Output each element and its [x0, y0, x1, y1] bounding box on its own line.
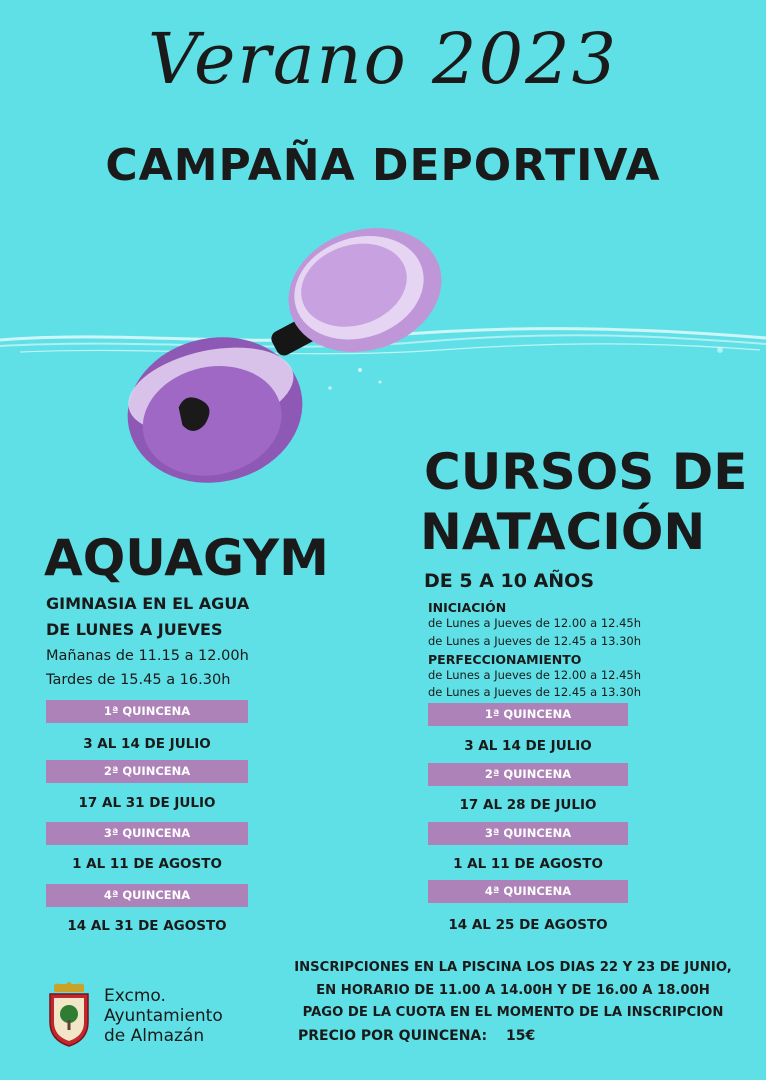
aquagym-period-2-bar: 2ª QUINCENA [46, 760, 248, 783]
natacion-period-1-dates: 3 AL 14 DE JULIO [464, 738, 592, 754]
natacion-period-3-dates: 1 AL 11 DE AGOSTO [453, 856, 603, 872]
natacion-period-4-bar: 4ª QUINCENA [428, 880, 628, 903]
price-row [298, 1028, 535, 1044]
aquagym-heading: AQUAGYM [44, 529, 329, 587]
inscription-info-line-1: INSCRIPCIONES EN LA PISCINA LOS DIAS 22 Y 23 DE JUNIO, [294, 960, 732, 975]
perfeccionamiento-slot-1: de Lunes a Jueves de 12.00 a 12.45h [428, 668, 642, 682]
natacion-period-2-dates: 17 AL 28 DE JULIO [459, 797, 597, 813]
natacion-heading-line1: CURSOS DE [424, 443, 748, 501]
aquagym-period-3-bar: 3ª QUINCENA [46, 822, 248, 845]
natacion-period-4-dates: 14 AL 25 DE AGOSTO [448, 917, 608, 933]
price-label: PRECIO POR QUINCENA: [298, 1028, 488, 1044]
ayuntamiento-name [104, 986, 223, 1046]
price-value: 15€ [506, 1028, 536, 1044]
perfeccionamiento-slot-2: de Lunes a Jueves de 12.45 a 13.30h [428, 685, 642, 699]
aquagym-period-4-bar: 4ª QUINCENA [46, 884, 248, 907]
aquagym-period-1-dates: 3 AL 14 DE JULIO [83, 736, 211, 752]
town-crest-icon [44, 982, 94, 1048]
poster-subtitle: CAMPAÑA DEPORTIVA [105, 140, 661, 191]
natacion-ages: DE 5 A 10 AÑOS [424, 570, 595, 592]
natacion-period-2-bar: 2ª QUINCENA [428, 763, 628, 786]
aquagym-period-4-dates: 14 AL 31 DE AGOSTO [67, 918, 227, 934]
natacion-period-3-bar: 3ª QUINCENA [428, 822, 628, 845]
perfeccionamiento-label: PERFECCIONAMIENTO [428, 652, 582, 667]
aquagym-subtitle: GIMNASIA EN EL AGUA [46, 594, 250, 613]
iniciacion-slot-1: de Lunes a Jueves de 12.00 a 12.45h [428, 616, 642, 630]
org-line-2: Ayuntamiento [104, 1006, 223, 1026]
poster-title: Verano 2023 [147, 18, 619, 100]
natacion-period-1-bar: 1ª QUINCENA [428, 703, 628, 726]
aquagym-afternoon-schedule: Tardes de 15.45 a 16.30h [46, 672, 231, 688]
inscription-info-line-2: EN HORARIO DE 11.00 A 14.00H Y DE 16.00 A 18.00H [316, 983, 710, 998]
aquagym-days: DE LUNES A JUEVES [46, 620, 223, 639]
iniciacion-slot-2: de Lunes a Jueves de 12.45 a 13.30h [428, 634, 642, 648]
aquagym-morning-schedule: Mañanas de 11.15 a 12.00h [46, 648, 249, 664]
aquagym-period-1-bar: 1ª QUINCENA [46, 700, 248, 723]
aquagym-period-3-dates: 1 AL 11 DE AGOSTO [72, 856, 222, 872]
inscription-info-line-3: PAGO DE LA CUOTA EN EL MOMENTO DE LA INSCRIPCION [302, 1005, 724, 1020]
org-line-1: Excmo. [104, 986, 166, 1006]
natacion-heading-line2: NATACIÓN [420, 503, 706, 561]
aqua-dumbbell-image [120, 220, 460, 500]
org-line-3: de Almazán [104, 1026, 205, 1046]
aquagym-period-2-dates: 17 AL 31 DE JULIO [78, 795, 216, 811]
iniciacion-label: INICIACIÓN [428, 600, 507, 615]
